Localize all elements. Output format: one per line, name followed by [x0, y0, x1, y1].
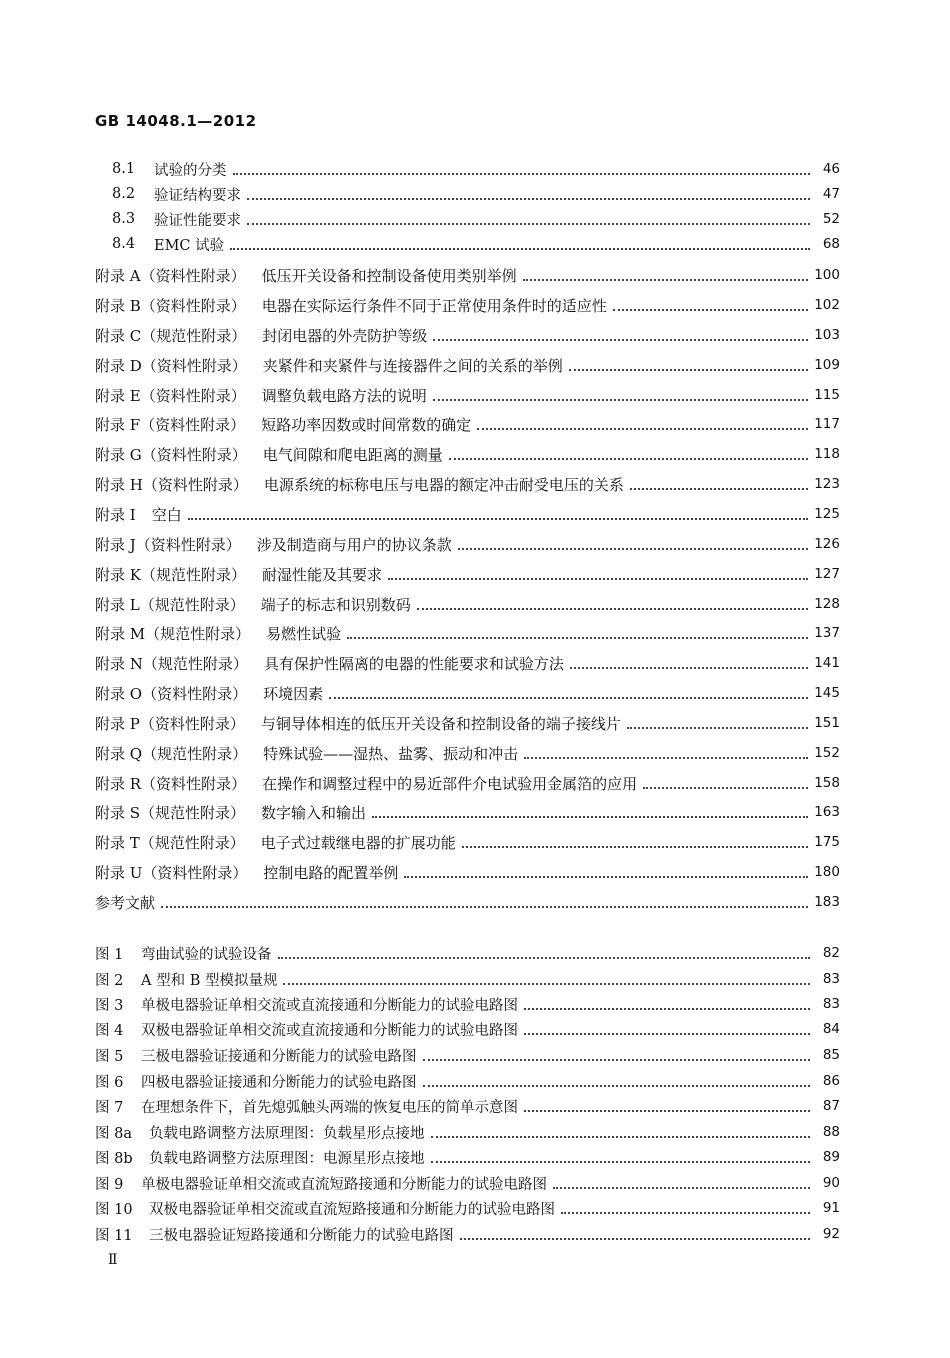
leader-dots: [570, 665, 808, 669]
appendix-label: 附录 J（资料性附录）: [95, 535, 241, 554]
leader-dots: [283, 981, 810, 985]
appendix-title: 在操作和调整过程中的易近部件介电试验用金属箔的应用: [262, 774, 638, 793]
figure-label: 图 9: [95, 1176, 124, 1193]
figure-label: 图 5: [95, 1048, 124, 1065]
leader-dots: [613, 307, 808, 311]
appendix-label: 附录 Q（规范性附录）: [95, 744, 248, 763]
toc-entry-appendix[interactable]: [95, 443, 840, 465]
toc-entry-appendix[interactable]: [95, 533, 840, 555]
toc-entry-appendix[interactable]: [95, 622, 840, 644]
toc-entry-appendix[interactable]: [95, 712, 840, 734]
appendix-title: 特殊试验——湿热、盐雾、振动和冲击: [263, 744, 519, 763]
leader-dots: [630, 486, 808, 490]
toc-entry-appendix[interactable]: [95, 563, 840, 585]
toc-entry-figure[interactable]: [95, 1223, 840, 1245]
figure-title: 弯曲试验的试验设备: [141, 946, 272, 963]
leader-dots: [643, 785, 808, 789]
figure-label: 图 1: [95, 946, 124, 963]
leader-dots: [627, 725, 808, 729]
appendix-label: 附录 T（规范性附录）: [95, 833, 245, 852]
section-number: 8.4: [112, 236, 136, 252]
page-number: 152: [814, 745, 840, 761]
leader-dots: [233, 171, 811, 175]
leader-dots: [433, 397, 808, 401]
figure-label: 图 7: [95, 1099, 124, 1116]
toc-entry-appendix[interactable]: [95, 473, 840, 495]
toc-entry-section[interactable]: [112, 233, 840, 255]
appendix-label: 附录 U（资料性附录）: [95, 863, 248, 882]
toc-entry-appendix[interactable]: [95, 861, 840, 883]
leader-dots: [278, 955, 811, 959]
appendix-label: 附录 F（资料性附录）: [95, 415, 246, 434]
leader-dots: [462, 844, 808, 848]
page-number: 151: [814, 715, 840, 731]
figure-title: 四极电器验证接通和分断能力的试验电路图: [141, 1074, 417, 1091]
leader-dots: [524, 1108, 810, 1112]
leader-dots: [388, 576, 808, 580]
section-number: 8.3: [112, 211, 136, 227]
appendix-title: 端子的标志和识别数码: [260, 595, 411, 614]
page-number: 127: [814, 566, 840, 582]
page-number: 90: [822, 1175, 840, 1191]
leader-dots: [431, 1134, 811, 1138]
leader-dots: [449, 456, 808, 460]
references-label: 参考文献: [95, 893, 156, 912]
page-number: 137: [814, 625, 840, 641]
page-number: 52: [822, 211, 840, 227]
page-number: 100: [814, 267, 840, 283]
page-number-roman: Ⅱ: [108, 1252, 118, 1268]
appendix-label: 附录 G（资料性附录）: [95, 445, 247, 464]
figure-title: A 型和 B 型模拟量规: [141, 972, 278, 989]
appendix-title: 耐湿性能及其要求: [261, 565, 382, 584]
figure-label: 图 4: [95, 1022, 124, 1039]
page-number: 91: [822, 1200, 840, 1216]
appendix-label: 附录 N（规范性附录）: [95, 654, 248, 673]
toc-entry-figure[interactable]: [95, 1146, 840, 1168]
figure-title: 在理想条件下，首先熄弧触头两端的恢复电压的简单示意图: [141, 1099, 518, 1116]
appendix-title: 电子式过载继电器的扩展功能: [260, 833, 456, 852]
appendix-label: 附录 K（规范性附录）: [95, 565, 246, 584]
toc-entry-section[interactable]: [112, 158, 840, 180]
appendix-label: 附录 S（规范性附录）: [95, 803, 246, 822]
appendix-title: 短路功率因数或时间常数的确定: [261, 415, 472, 434]
leader-dots: [161, 904, 808, 908]
appendix-title: 与铜导体相连的低压开关设备和控制设备的端子接线片: [260, 714, 621, 733]
leader-dots: [553, 1185, 810, 1189]
toc-entry-appendix[interactable]: [95, 772, 840, 794]
leader-dots: [247, 196, 810, 200]
page-number: 175: [814, 834, 840, 850]
toc-entry-figure[interactable]: [95, 1095, 840, 1117]
page-number: 84: [822, 1021, 840, 1037]
figure-title: 单极电器验证单相交流或直流短路接通和分断能力的试验电路图: [141, 1176, 547, 1193]
figure-label: 图 11: [95, 1227, 133, 1244]
appendix-label: 附录 I: [95, 505, 136, 524]
toc-entry-appendix[interactable]: [95, 354, 840, 376]
figure-title: 三极电器验证接通和分断能力的试验电路图: [141, 1048, 417, 1065]
leader-dots: [458, 546, 808, 550]
leader-dots: [247, 221, 810, 225]
toc-entry-section[interactable]: [112, 183, 840, 205]
appendix-title: 环境因素: [263, 684, 324, 703]
section-title: EMC 试验: [154, 237, 225, 254]
appendix-label: 附录 O（资料性附录）: [95, 684, 248, 703]
figure-title: 双极电器验证单相交流或直流短路接通和分断能力的试验电路图: [149, 1201, 555, 1218]
section-title: 验证性能要求: [154, 212, 241, 229]
leader-dots: [347, 635, 808, 639]
page-number: 47: [822, 186, 840, 202]
leader-dots: [230, 246, 810, 250]
leader-dots: [423, 1057, 811, 1061]
section-title: 试验的分类: [154, 162, 227, 179]
appendix-title: 电源系统的标称电压与电器的额定冲击耐受电压的关系: [263, 475, 624, 494]
toc-entry-figure[interactable]: [95, 1197, 840, 1219]
appendix-title: 控制电路的配置举例: [263, 863, 399, 882]
page-number: 126: [814, 536, 840, 552]
page-number: 87: [822, 1098, 840, 1114]
leader-dots: [569, 367, 808, 371]
figure-label: 图 8a: [95, 1125, 132, 1142]
toc-entry-appendix[interactable]: [95, 324, 840, 346]
appendix-title: 数字输入和输出: [261, 803, 367, 822]
section-title: 验证结构要求: [154, 187, 241, 204]
section-number: 8.1: [112, 161, 136, 177]
toc-entry-appendix[interactable]: [95, 831, 840, 853]
figure-title: 三极电器验证短路接通和分断能力的试验电路图: [149, 1227, 454, 1244]
toc-entry-appendix[interactable]: [95, 503, 840, 525]
toc-entry-figure[interactable]: [95, 993, 840, 1015]
page-number: 88: [822, 1124, 840, 1140]
appendix-label: 附录 H（资料性附录）: [95, 475, 248, 494]
toc-entry-figure[interactable]: [95, 1044, 840, 1066]
appendix-label: 附录 M（规范性附录）: [95, 624, 251, 643]
page-number: 145: [814, 685, 840, 701]
page-number: 180: [814, 864, 840, 880]
appendix-title: 电器在实际运行条件不同于正常使用条件时的适应性: [261, 296, 607, 315]
page-number: 82: [822, 945, 840, 961]
toc-entry-appendix[interactable]: [95, 801, 840, 823]
toc-entry-appendix[interactable]: [95, 593, 840, 615]
toc-entry-figure[interactable]: [95, 942, 840, 964]
figure-title: 负载电路调整方法原理图：电源星形点接地: [149, 1150, 425, 1167]
page-number: 183: [814, 894, 840, 910]
page-number: 83: [822, 996, 840, 1012]
document-code: GB 14048.1—2012: [95, 112, 257, 130]
appendix-title: 低压开关设备和控制设备使用类别举例: [261, 266, 517, 285]
appendix-label: 附录 B（资料性附录）: [95, 296, 246, 315]
page-number: 125: [814, 506, 840, 522]
leader-dots: [524, 1031, 810, 1035]
toc-entry-figure[interactable]: [95, 1070, 840, 1092]
toc-entry-references[interactable]: [95, 891, 840, 913]
leader-dots: [417, 606, 808, 610]
appendix-title: 具有保护性隔离的电器的性能要求和试验方法: [263, 654, 564, 673]
figure-title: 负载电路调整方法原理图：负载星形点接地: [149, 1125, 425, 1142]
leader-dots: [433, 337, 808, 341]
leader-dots: [404, 874, 808, 878]
toc-entry-section[interactable]: [112, 208, 840, 230]
appendix-label: 附录 D（资料性附录）: [95, 356, 247, 375]
toc-entry-appendix[interactable]: [95, 294, 840, 316]
leader-dots: [460, 1236, 811, 1240]
toc-entry-appendix[interactable]: [95, 682, 840, 704]
leader-dots: [524, 1006, 810, 1010]
appendix-title: 易燃性试验: [266, 624, 342, 643]
figure-label: 图 10: [95, 1201, 133, 1218]
page-number: 68: [822, 236, 840, 252]
toc-entry-appendix[interactable]: [95, 652, 840, 674]
figure-label: 图 2: [95, 972, 124, 989]
leader-dots: [329, 695, 808, 699]
leader-dots: [423, 1083, 811, 1087]
figure-label: 图 8b: [95, 1150, 133, 1167]
appendix-title: 夹紧件和夹紧件与连接器件之间的关系的举例: [262, 356, 563, 375]
appendix-title: 调整负载电路方法的说明: [261, 386, 427, 405]
appendix-label: 附录 C（规范性附录）: [95, 326, 247, 345]
page-number: 163: [814, 804, 840, 820]
page-number: 102: [814, 297, 840, 313]
leader-dots: [188, 516, 809, 520]
figure-title: 单极电器验证单相交流或直流接通和分断能力的试验电路图: [141, 997, 518, 1014]
appendix-title: 空白: [151, 505, 182, 524]
appendix-title: 电气间隙和爬电距离的测量: [262, 445, 443, 464]
page-number: 117: [814, 416, 840, 432]
appendix-label: 附录 P（资料性附录）: [95, 714, 245, 733]
page-number: 115: [814, 387, 840, 403]
appendix-label: 附录 L（规范性附录）: [95, 595, 245, 614]
leader-dots: [524, 755, 808, 759]
toc-entry-figure[interactable]: [95, 1172, 840, 1194]
page-number: 86: [822, 1073, 840, 1089]
page-number: 141: [814, 655, 840, 671]
page-number: 89: [822, 1149, 840, 1165]
toc-entry-figure[interactable]: [95, 1121, 840, 1143]
leader-dots: [561, 1210, 810, 1214]
figure-title: 双极电器验证单相交流或直流接通和分断能力的试验电路图: [141, 1022, 518, 1039]
leader-dots: [372, 814, 808, 818]
page-number: 158: [814, 775, 840, 791]
section-number: 8.2: [112, 186, 136, 202]
toc-entry-figure[interactable]: [95, 1018, 840, 1040]
appendix-label: 附录 A（资料性附录）: [95, 266, 246, 285]
toc-entry-appendix[interactable]: [95, 742, 840, 764]
leader-dots: [523, 277, 809, 281]
page-number: 83: [822, 971, 840, 987]
appendix-title: 涉及制造商与用户的协议条款: [256, 535, 452, 554]
appendix-title: 封闭电器的外壳防护等级: [262, 326, 428, 345]
page-number: 85: [822, 1047, 840, 1063]
appendix-label: 附录 E（资料性附录）: [95, 386, 246, 405]
toc-entry-appendix[interactable]: [95, 384, 840, 406]
figure-label: 图 6: [95, 1074, 124, 1091]
figure-label: 图 3: [95, 997, 124, 1014]
page-number: 128: [814, 596, 840, 612]
page-number: 109: [814, 357, 840, 373]
page-number: 46: [822, 161, 840, 177]
page-number: 118: [814, 446, 840, 462]
leader-dots: [477, 426, 808, 430]
toc-entry-appendix[interactable]: [95, 413, 840, 435]
page-number: 92: [822, 1226, 840, 1242]
leader-dots: [431, 1159, 811, 1163]
toc-entry-appendix[interactable]: [95, 264, 840, 286]
page-number: 103: [814, 327, 840, 343]
appendix-label: 附录 R（资料性附录）: [95, 774, 247, 793]
page-number: 123: [814, 476, 840, 492]
toc-entry-figure[interactable]: [95, 968, 840, 990]
